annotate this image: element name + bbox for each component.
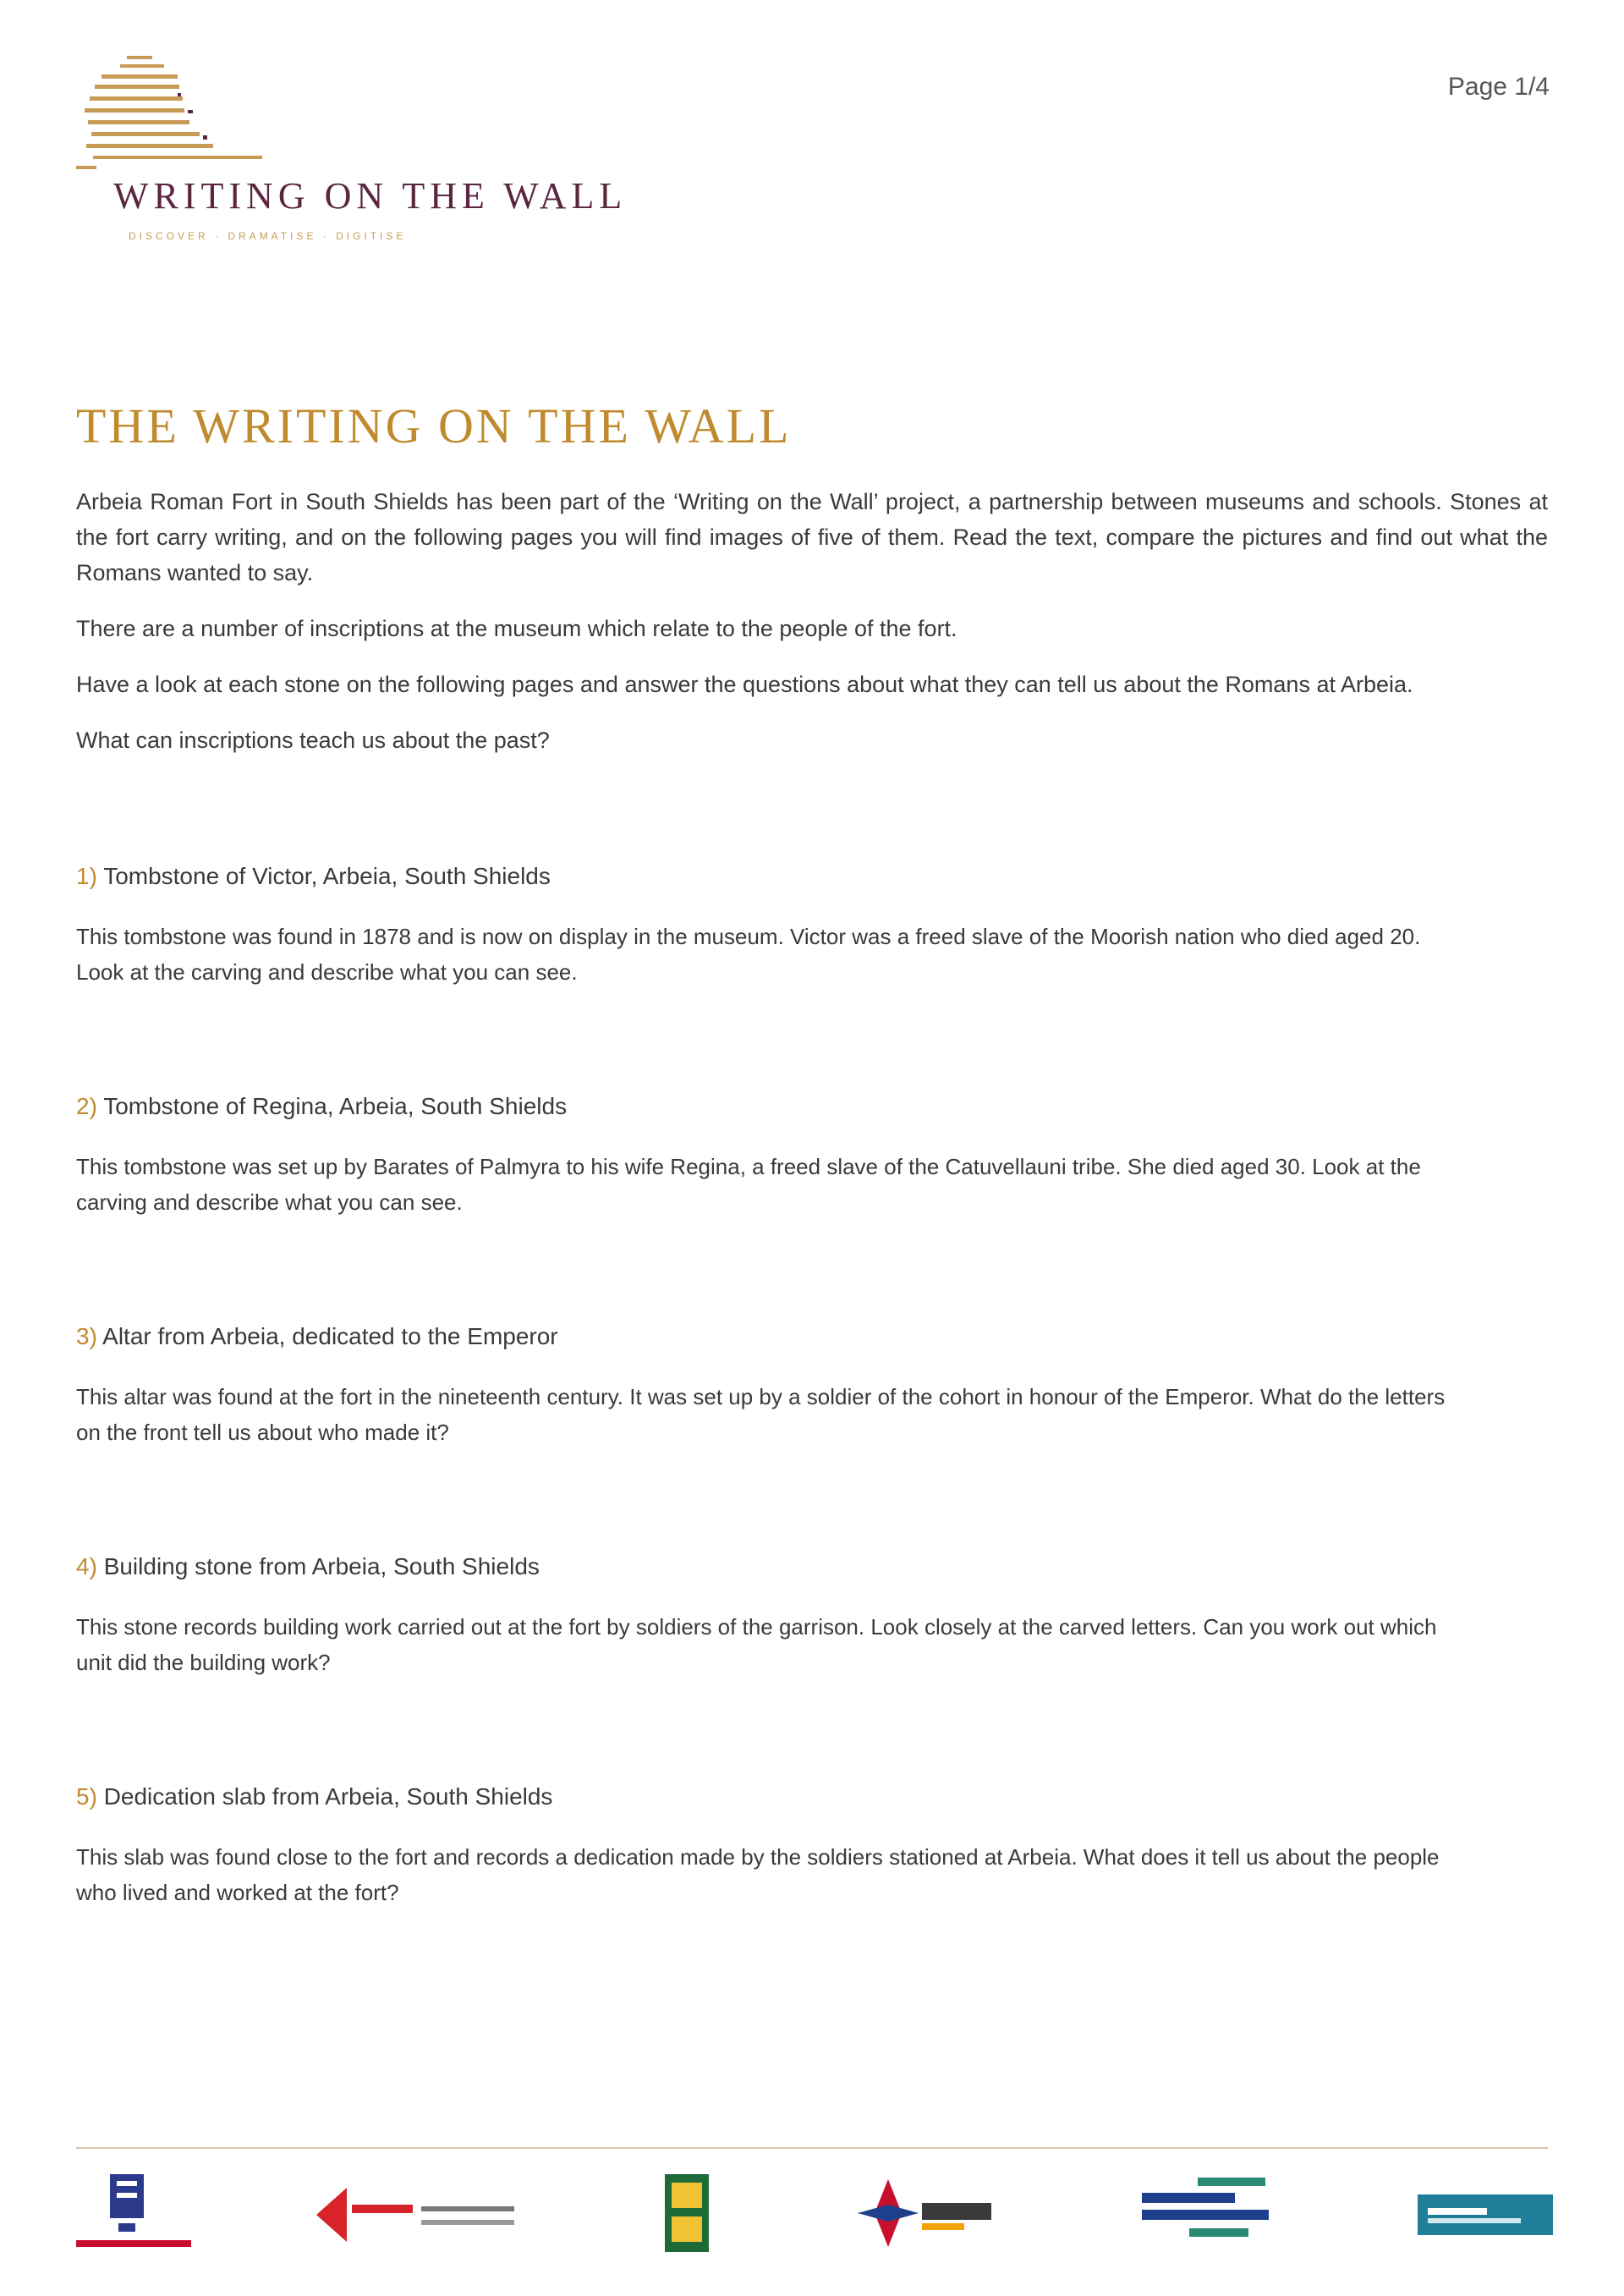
- section-title: [76, 1093, 1463, 1120]
- monument-emblem-icon: [76, 51, 271, 178]
- intro-paragraph: There are a number of inscriptions at the museum which relate to the people of the fort.: [76, 616, 957, 641]
- intro-paragraph: Have a look at each stone on the following pages and answer the questions about what they can tell us about the Romans at Arbeia.: [76, 672, 1413, 697]
- section-body: This stone records building work carried out at the fort by soldiers of the garrison. Look closely at the carved letters. Can you work out which unit did the building work?: [76, 1614, 1437, 1675]
- logo-tagline: DISCOVER · DRAMATISE · DIGITISE: [129, 230, 407, 242]
- section-title: [76, 1553, 1463, 1580]
- section-heading: Tombstone of Regina, Arbeia, South Shields: [103, 1093, 568, 1119]
- inscription-section-3: [76, 1323, 1463, 1450]
- intro-question: What can inscriptions teach us about the past?: [76, 728, 550, 753]
- partner-logo-3-icon: [661, 2171, 712, 2260]
- logo-wordmark: WRITING ON THE WALL: [113, 175, 628, 217]
- intro-paragraph: Arbeia Roman Fort in South Shields has been part of the ‘Writing on the Wall’ project, a partnership between museums and schools. Stones at the fort carry writing, and on the following pages you will find images of five of them. Read the text, compare the pictures and find out what the Romans wanted to say.: [76, 489, 1548, 585]
- inscription-section-5: [76, 1783, 1463, 1910]
- inscription-section-4: [76, 1553, 1463, 1680]
- section-number: 2): [76, 1093, 97, 1119]
- section-heading: Altar from Arbeia, dedicated to the Emperor: [102, 1323, 558, 1349]
- partner-logo-5-icon: [1138, 2171, 1274, 2260]
- partner-logo-1-icon: [76, 2171, 195, 2260]
- section-title: [76, 1783, 1463, 1810]
- section-body: This tombstone was set up by Barates of Palmyra to his wife Regina, a freed slave of the Catuvellauni tribe. She died aged 30. Look at the carving and describe what you can see.: [76, 1154, 1421, 1215]
- partner-logo-4-icon: [854, 2171, 998, 2260]
- project-logo: [76, 51, 628, 254]
- section-number: 5): [76, 1783, 97, 1810]
- footer-divider: [76, 2147, 1548, 2149]
- section-title: [76, 863, 1463, 890]
- page-title: THE WRITING ON THE WALL: [76, 398, 792, 453]
- section-body: This tombstone was found in 1878 and is now on display in the museum. Victor was a freed slave of the Moorish nation who died aged 20. Look at the carving and describe what you can see.: [76, 924, 1421, 985]
- section-heading: Tombstone of Victor, Arbeia, South Shields: [103, 863, 551, 889]
- partner-logo-2-icon: [313, 2171, 524, 2260]
- section-body: This slab was found close to the fort and records a dedication made by the soldiers stationed at Arbeia. What does it tell us about the people who lived and worked at the fort?: [76, 1844, 1440, 1905]
- inscription-section-1: [76, 863, 1463, 990]
- page-number: Page 1/4: [1447, 73, 1550, 101]
- intro-text: [76, 484, 1548, 778]
- section-number: 3): [76, 1323, 97, 1349]
- inscription-section-2: [76, 1093, 1463, 1220]
- section-title: [76, 1323, 1463, 1350]
- partner-logo-6-icon: [1418, 2171, 1553, 2260]
- section-number: 1): [76, 863, 97, 889]
- section-number: 4): [76, 1553, 97, 1579]
- section-heading: Building stone from Arbeia, South Shields: [103, 1553, 540, 1579]
- section-body: This altar was found at the fort in the nineteenth century. It was set up by a soldier of the cohort in honour of the Emperor. What do the letters on the front tell us about who made it?: [76, 1384, 1446, 1445]
- section-heading: Dedication slab from Arbeia, South Shields: [103, 1783, 553, 1810]
